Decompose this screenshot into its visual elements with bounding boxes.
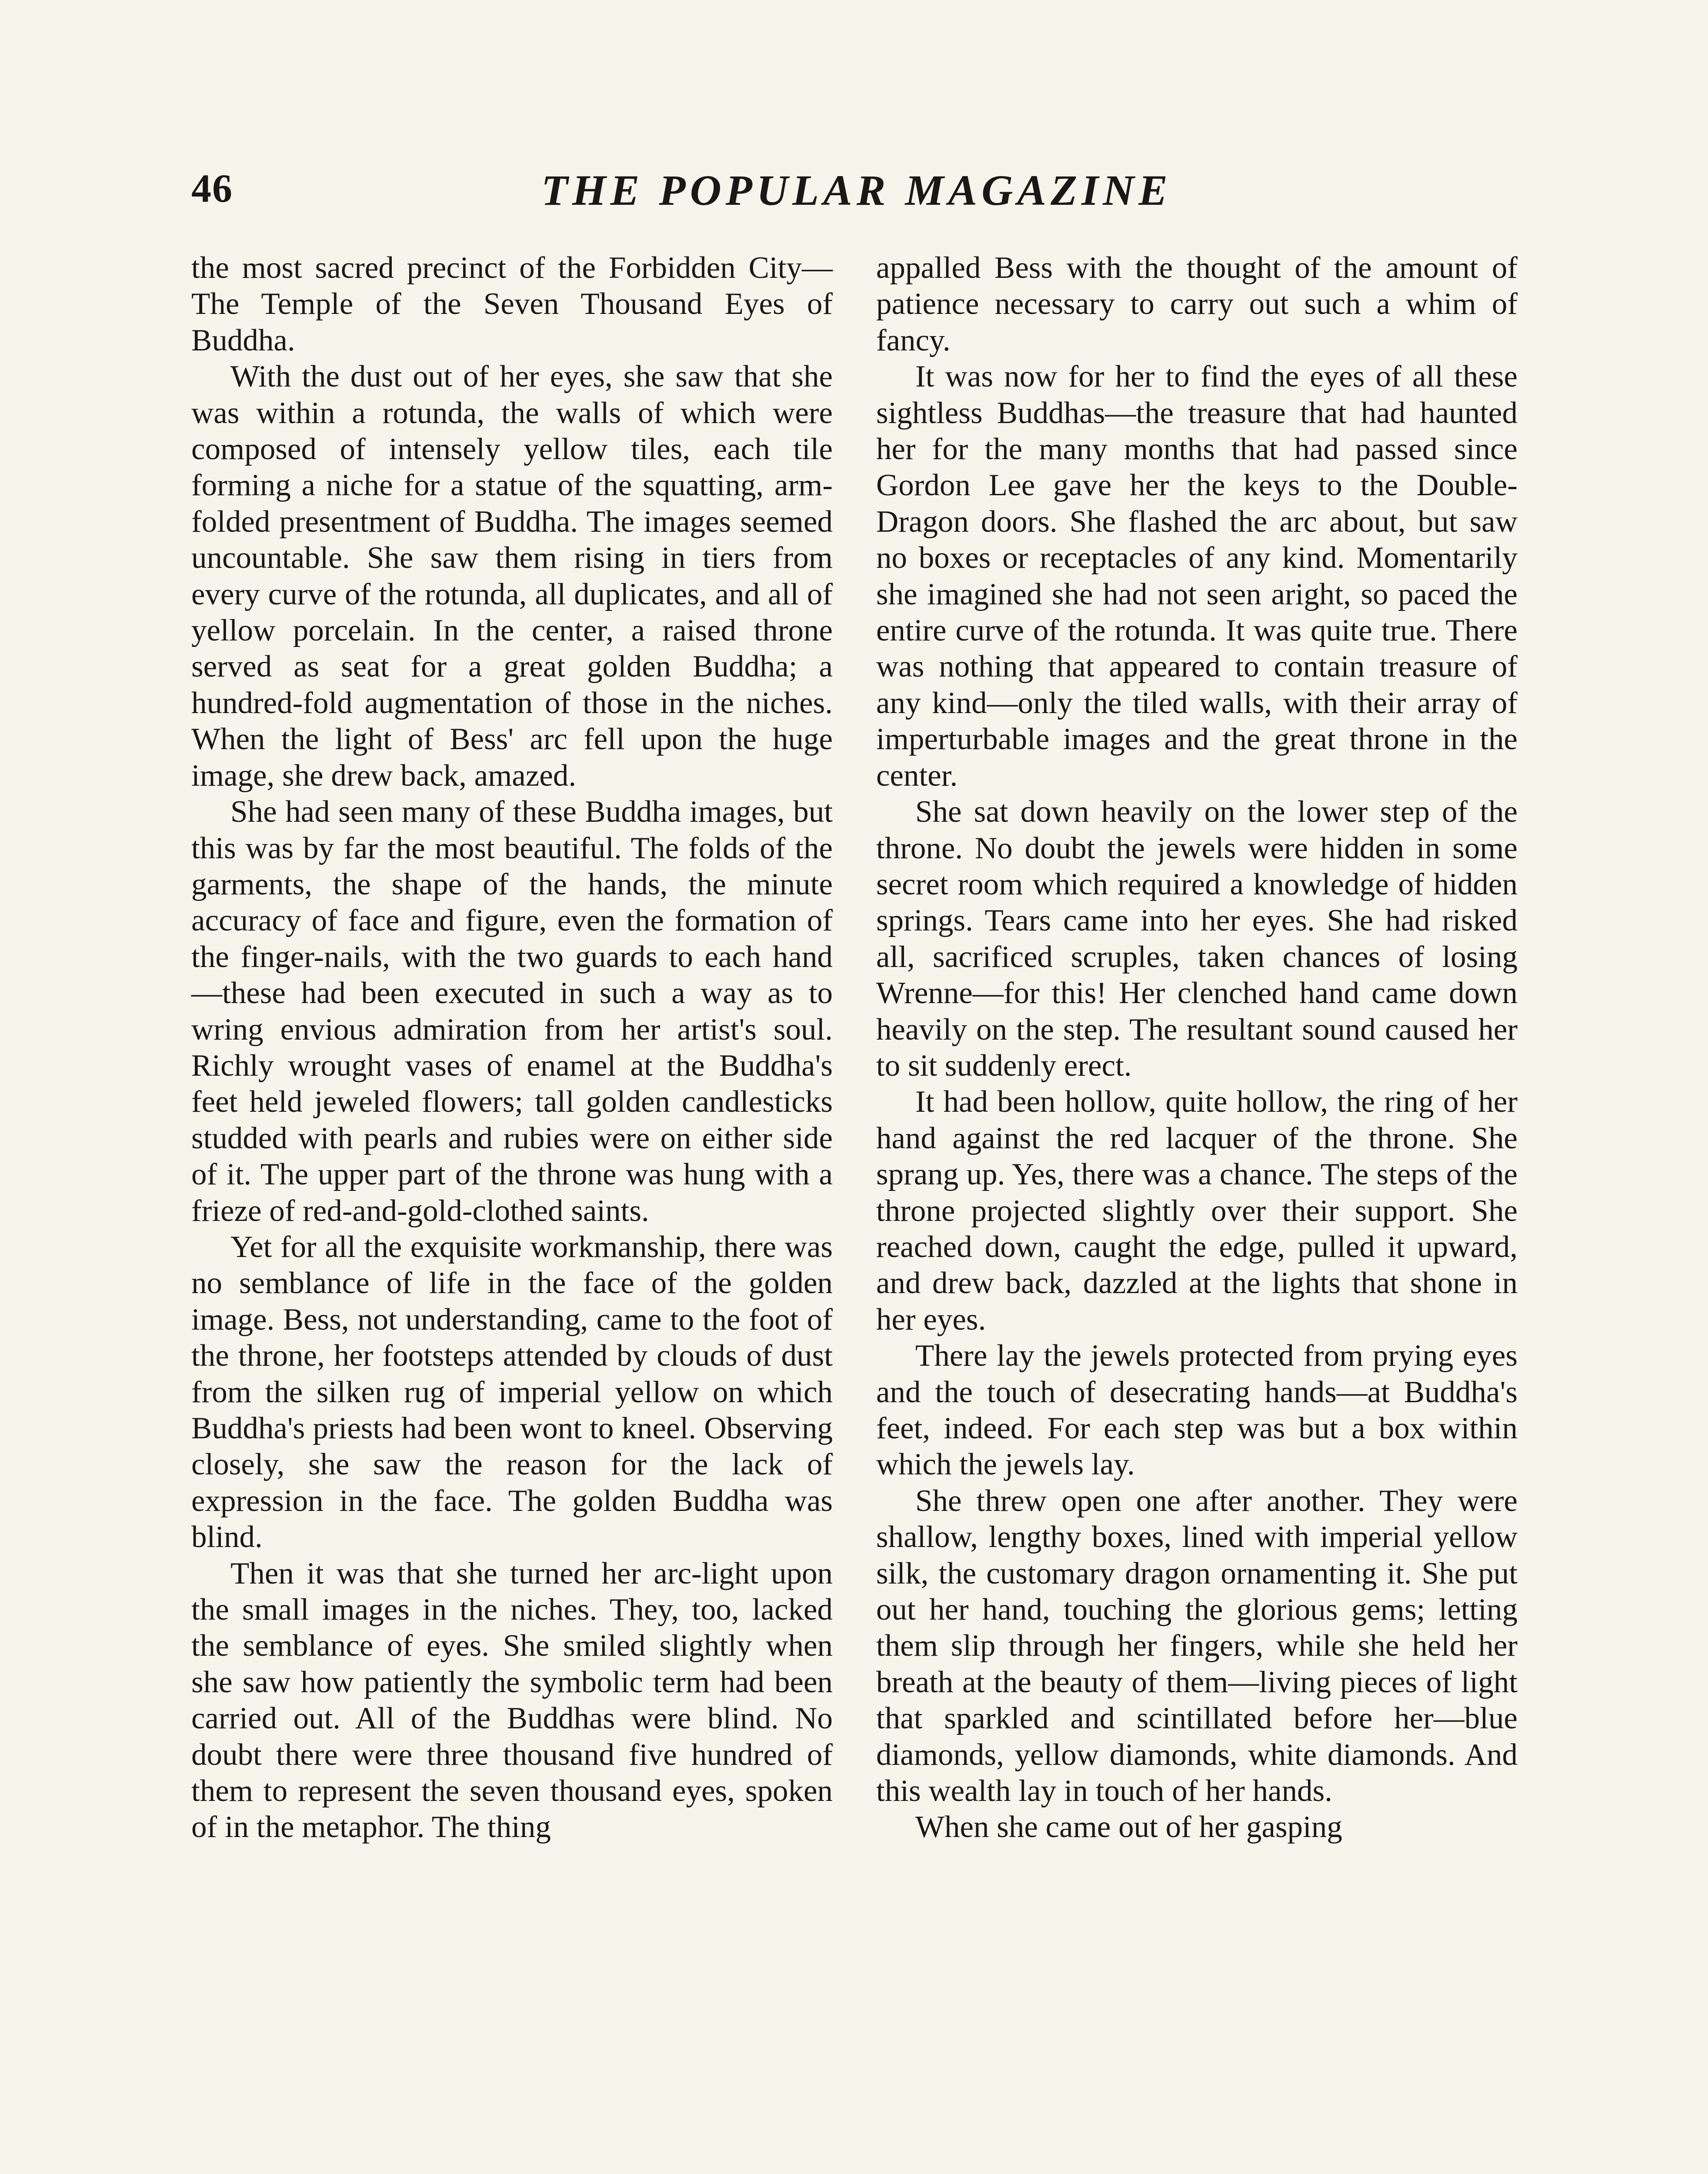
paragraph: With the dust out of her eyes, she saw that she was within a rotunda, the walls of which were composed of intensely yellow tiles, each tile forming a niche for a statue of the squatting, arm-folded presentment of Buddha. The images seemed uncountable. She saw them rising in tiers from every curve of the rotunda, all duplicates, and all of yellow porcelain. In the center, a raised throne served as seat for a great golden Buddha; a hundred-fold augmentation of those in the niches. When the light of Bess' arc fell upon the huge image, she drew back, amazed. <box>191 360 833 793</box>
right-column <box>876 250 1518 1846</box>
paragraph: the most sacred precinct of the Forbidden City—The Temple of the Seven Thousand Eyes of Buddha. <box>191 251 833 357</box>
paragraph: When she came out of her gasping <box>915 1810 1342 1844</box>
paragraph: appalled Bess with the thought of the amount of patience necessary to carry out such a whim of fancy. <box>876 251 1518 357</box>
paragraph: She had seen many of these Buddha images, but this was by far the most beautiful. The folds of the garments, the shape of the hands, the minute accuracy of face and figure, even the formation of the finger-nails, with the two guards to each hand—these had been executed in such a way as to wring envious admiration from her artist's soul. Richly wrought vases of enamel at the Buddha's feet held jeweled flowers; tall golden candlesticks studded with pearls and rubies were on either side of it. The upper part of the throne was hung with a frieze of red-and-gold-clothed saints. <box>191 795 833 1228</box>
paragraph: Yet for all the exquisite workmanship, there was no semblance of life in the face of the golden image. Bess, not understanding, came to the foot of the throne, her footsteps attended by clouds of dust from the silken rug of imperial yellow on which Buddha's priests had been wont to kneel. Observing closely, she saw the reason for the lack of expression in the face. The golden Buddha was blind. <box>191 1230 833 1554</box>
page-number: 46 <box>191 166 233 210</box>
running-title: THE POPULAR MAGAZINE <box>541 166 1172 214</box>
paragraph: It was now for her to find the eyes of all these sightless Buddhas—the treasure that had haunted her for the many months that had passed since Gordon Lee gave her the keys to the Double-Dragon doors. She flashed the arc about, but saw no boxes or receptacles of any kind. Momentarily she imagined she had not seen aright, so paced the entire curve of the rotunda. It was quite true. There was nothing that appeared to contain treasure of any kind—only the tiled walls, with their array of imperturbable images and the great throne in the center. <box>876 360 1518 793</box>
left-column <box>191 250 833 1846</box>
paragraph: It had been hollow, quite hollow, the ring of her hand against the red lacquer of the throne. She sprang up. Yes, there was a chance. The steps of the throne projected slightly over their support. She reached down, caught the edge, pulled it upward, and drew back, dazzled at the lights that shone in her eyes. <box>876 1085 1518 1337</box>
paragraph: There lay the jewels protected from prying eyes and the touch of desecrating hands—at Buddha's feet, indeed. For each step was but a box within which the jewels lay. <box>876 1339 1518 1482</box>
paragraph: She threw open one after another. They were shallow, lengthy boxes, lined with imperial yellow silk, the customary dragon ornamenting it. She put out her hand, touching the glorious gems; letting them slip through her fingers, while she held her breath at the beauty of them—living pieces of light that sparkled and scintillated before her—blue diamonds, yellow diamonds, white diamonds. And this wealth lay in touch of her hands. <box>876 1484 1518 1808</box>
page-header <box>183 165 1531 226</box>
paragraph: She sat down heavily on the lower step of the throne. No doubt the jewels were hidden in some secret room which required a knowledge of hidden springs. Tears came into her eyes. She had risked all, sacrificed scruples, taken chances of losing Wrenne—for this! Her clenched hand came down heavily on the step. The resultant sound caused her to sit suddenly erect. <box>876 795 1518 1083</box>
paragraph: Then it was that she turned her arc-light upon the small images in the niches. They, too, lacked the semblance of eyes. She smiled slightly when she saw how patiently the symbolic term had been carried out. All of the Buddhas were blind. No doubt there were three thousand five hundred of them to represent the seven thousand eyes, spoken of in the metaphor. The thing <box>191 1556 833 1844</box>
